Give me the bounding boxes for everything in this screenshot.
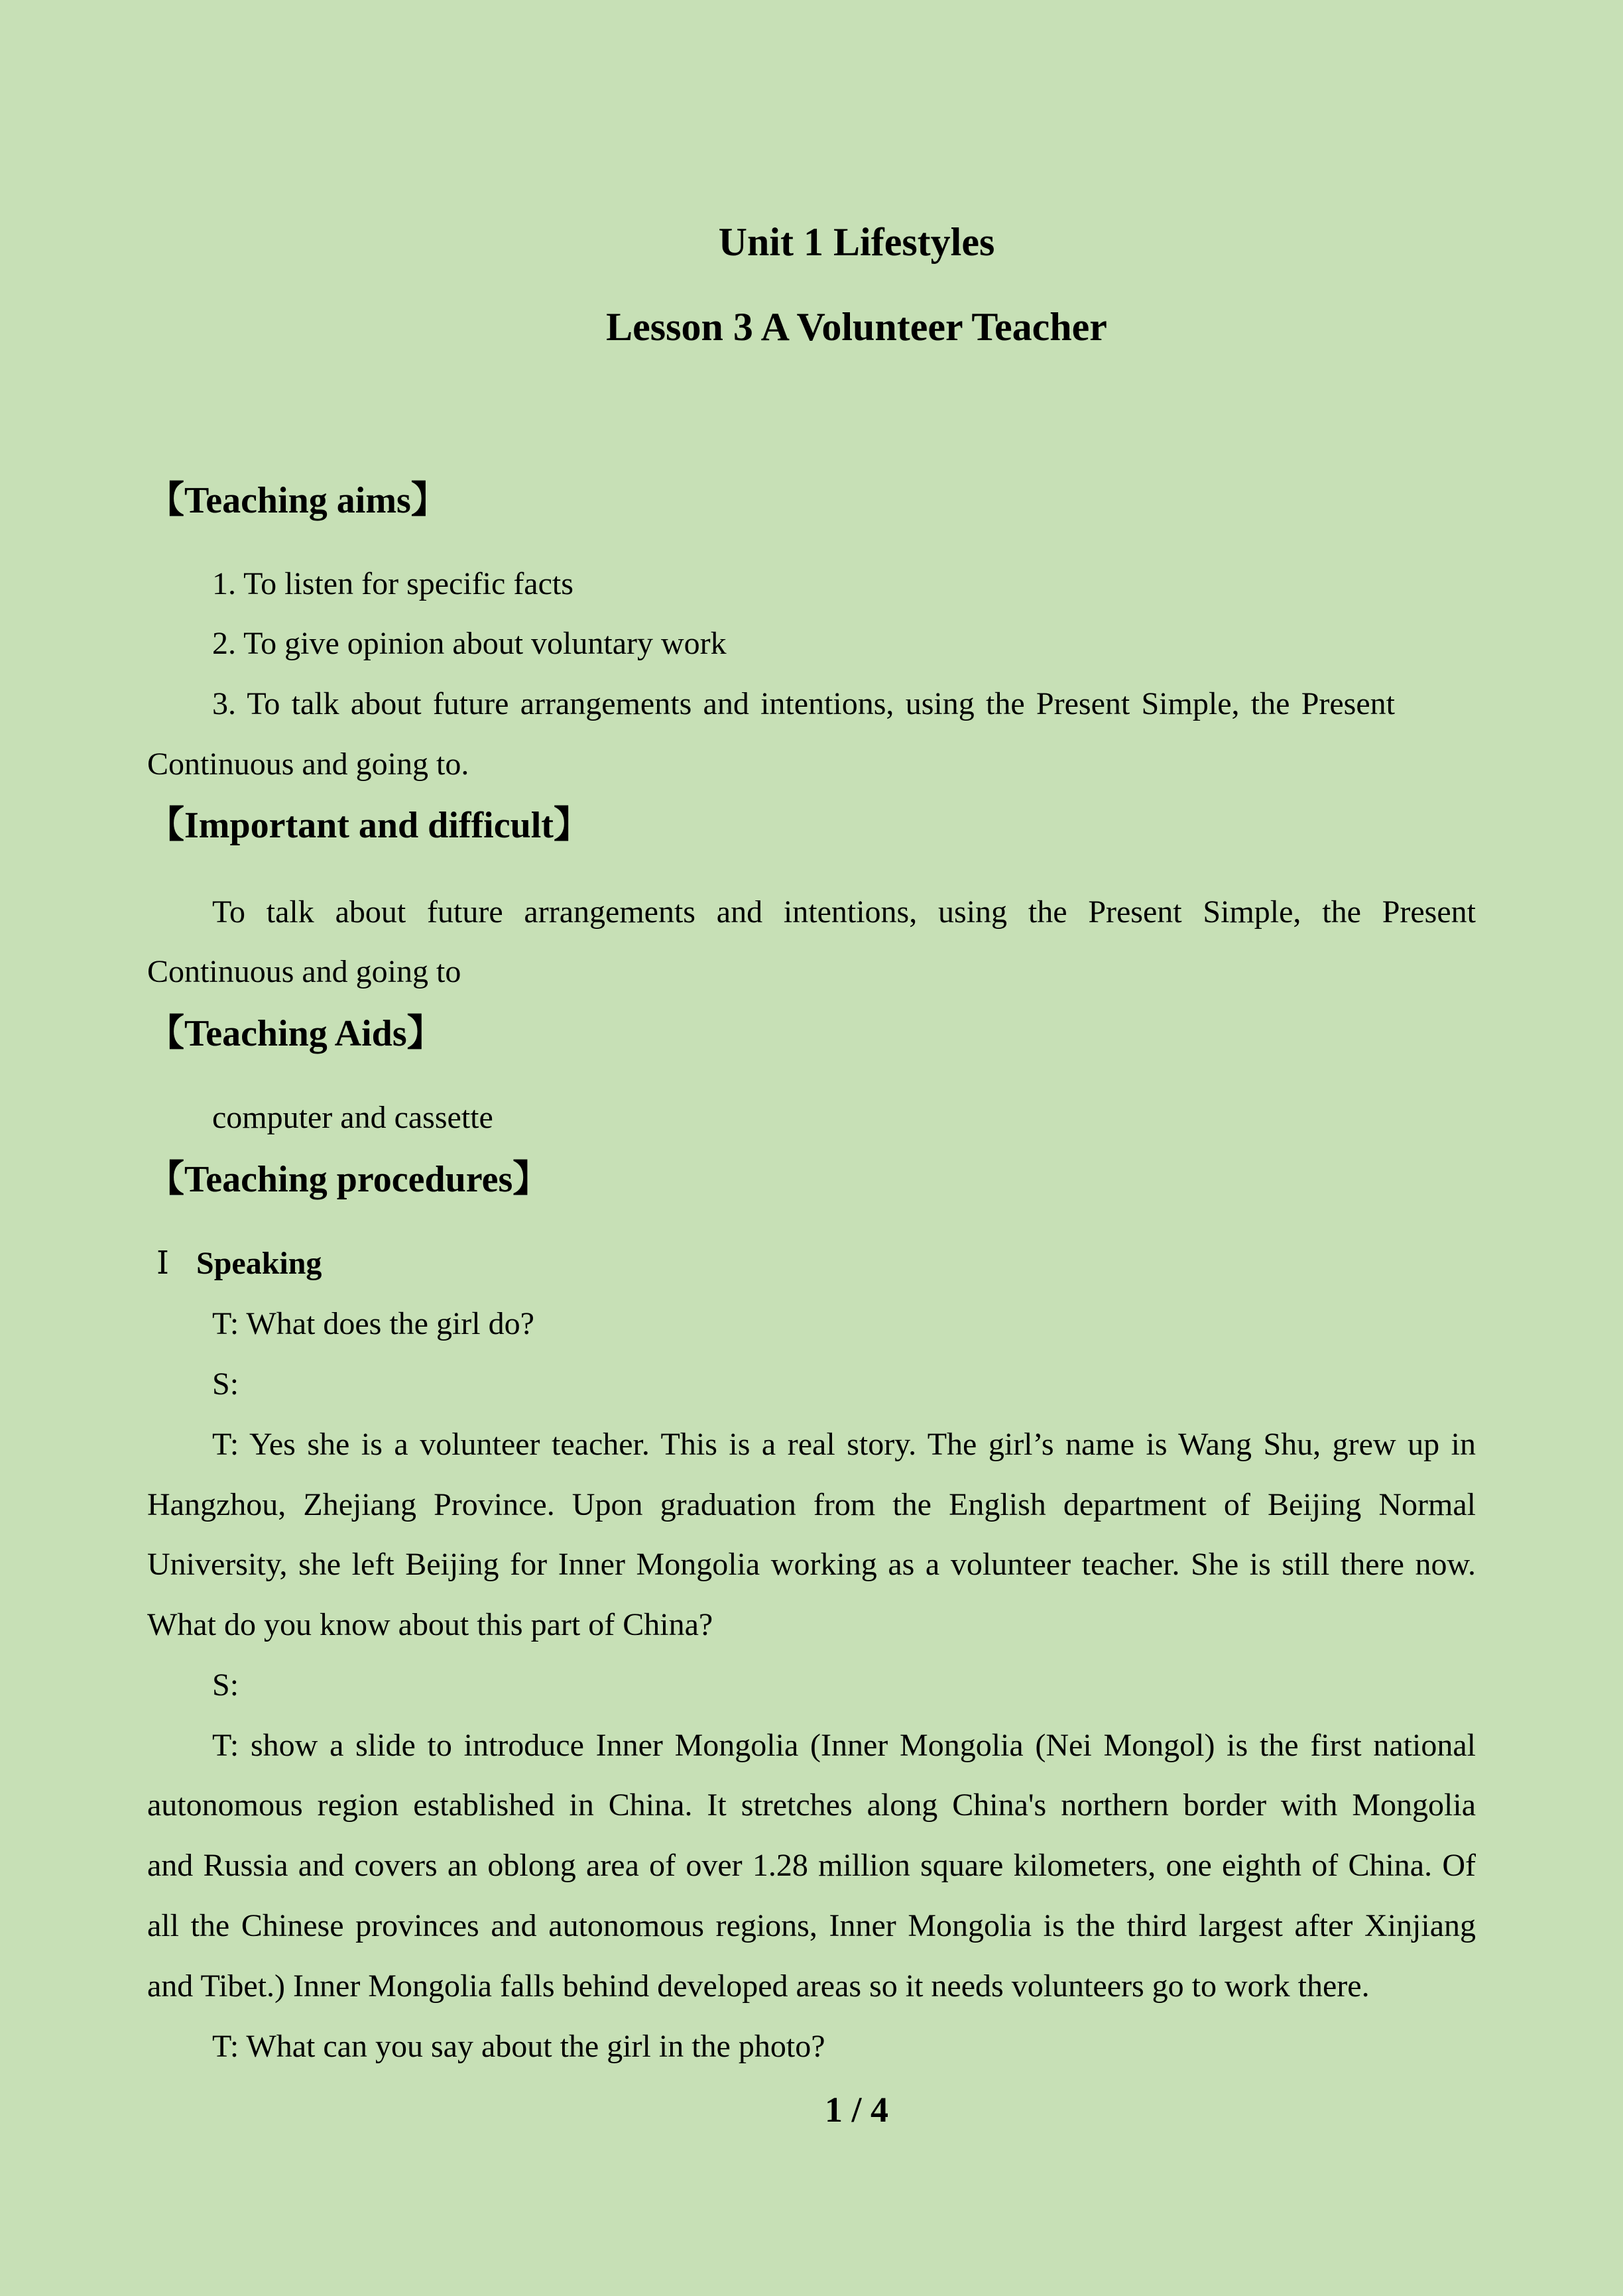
teaching-aims-heading: 【Teaching aims】 bbox=[147, 480, 448, 521]
dialogue-line-13: T: What can you say about the girl in the photo? bbox=[212, 2029, 825, 2064]
dialogue-line-8: T: show a slide to introduce Inner Mongolia (Inner Mongolia (Nei Mongol) is the first national bbox=[212, 1728, 1476, 1763]
aim-item-3-continued: Continuous and going to. bbox=[147, 747, 469, 782]
important-difficult-heading: 【Important and difficult】 bbox=[147, 805, 591, 846]
dialogue-line-7: S: bbox=[212, 1667, 239, 1703]
dialogue-line-6: What do you know about this part of China? bbox=[147, 1607, 713, 1642]
dialogue-line-10: and Russia and covers an oblong area of over 1.28 million square kilometers, one eighth of China. Of bbox=[147, 1848, 1476, 1883]
teaching-procedures-heading: 【Teaching procedures】 bbox=[147, 1159, 550, 1200]
aim-item-3: 3. To talk about future arrangements and intentions, using the Present Simple, the Present bbox=[212, 686, 1395, 721]
aim-item-1: 1. To listen for specific facts bbox=[212, 566, 573, 601]
important-line-1: To talk about future arrangements and intentions, using the Present Simple, the Present bbox=[212, 894, 1476, 930]
dialogue-line-5: University, she left Beijing for Inner Mongolia working as a volunteer teacher. She is still there now. bbox=[147, 1547, 1476, 1582]
dialogue-line-4: Hangzhou, Zhejiang Province. Upon graduation from the English department of Beijing Normal bbox=[147, 1487, 1476, 1522]
dialogue-line-11: all the Chinese provinces and autonomous regions, Inner Mongolia is the third largest after Xinjiang bbox=[147, 1908, 1476, 1943]
dialogue-line-9: autonomous region established in China. It stretches along China's northern border with Mongolia bbox=[147, 1787, 1476, 1823]
dialogue-line-3: T: Yes she is a volunteer teacher. This is a real story. The girl’s name is Wang Shu, grew up in bbox=[212, 1427, 1476, 1462]
dialogue-line-2: S: bbox=[212, 1366, 239, 1402]
page-number: 1 / 4 bbox=[824, 2090, 888, 2130]
teaching-aids-text: computer and cassette bbox=[212, 1100, 493, 1135]
section-numeral: Ⅰ bbox=[156, 1246, 169, 1281]
aim-item-2: 2. To give opinion about voluntary work bbox=[212, 626, 727, 661]
dialogue-line-1: T: What does the girl do? bbox=[212, 1306, 534, 1341]
speaking-subheading: Speaking bbox=[196, 1246, 322, 1281]
important-line-2: Continuous and going to bbox=[147, 954, 461, 989]
dialogue-line-12: and Tibet.) Inner Mongolia falls behind developed areas so it needs volunteers go to work there. bbox=[147, 1968, 1370, 2004]
lesson-title: Lesson 3 A Volunteer Teacher bbox=[606, 305, 1107, 349]
unit-title: Unit 1 Lifestyles bbox=[718, 220, 995, 264]
teaching-aids-heading: 【Teaching Aids】 bbox=[147, 1013, 444, 1054]
